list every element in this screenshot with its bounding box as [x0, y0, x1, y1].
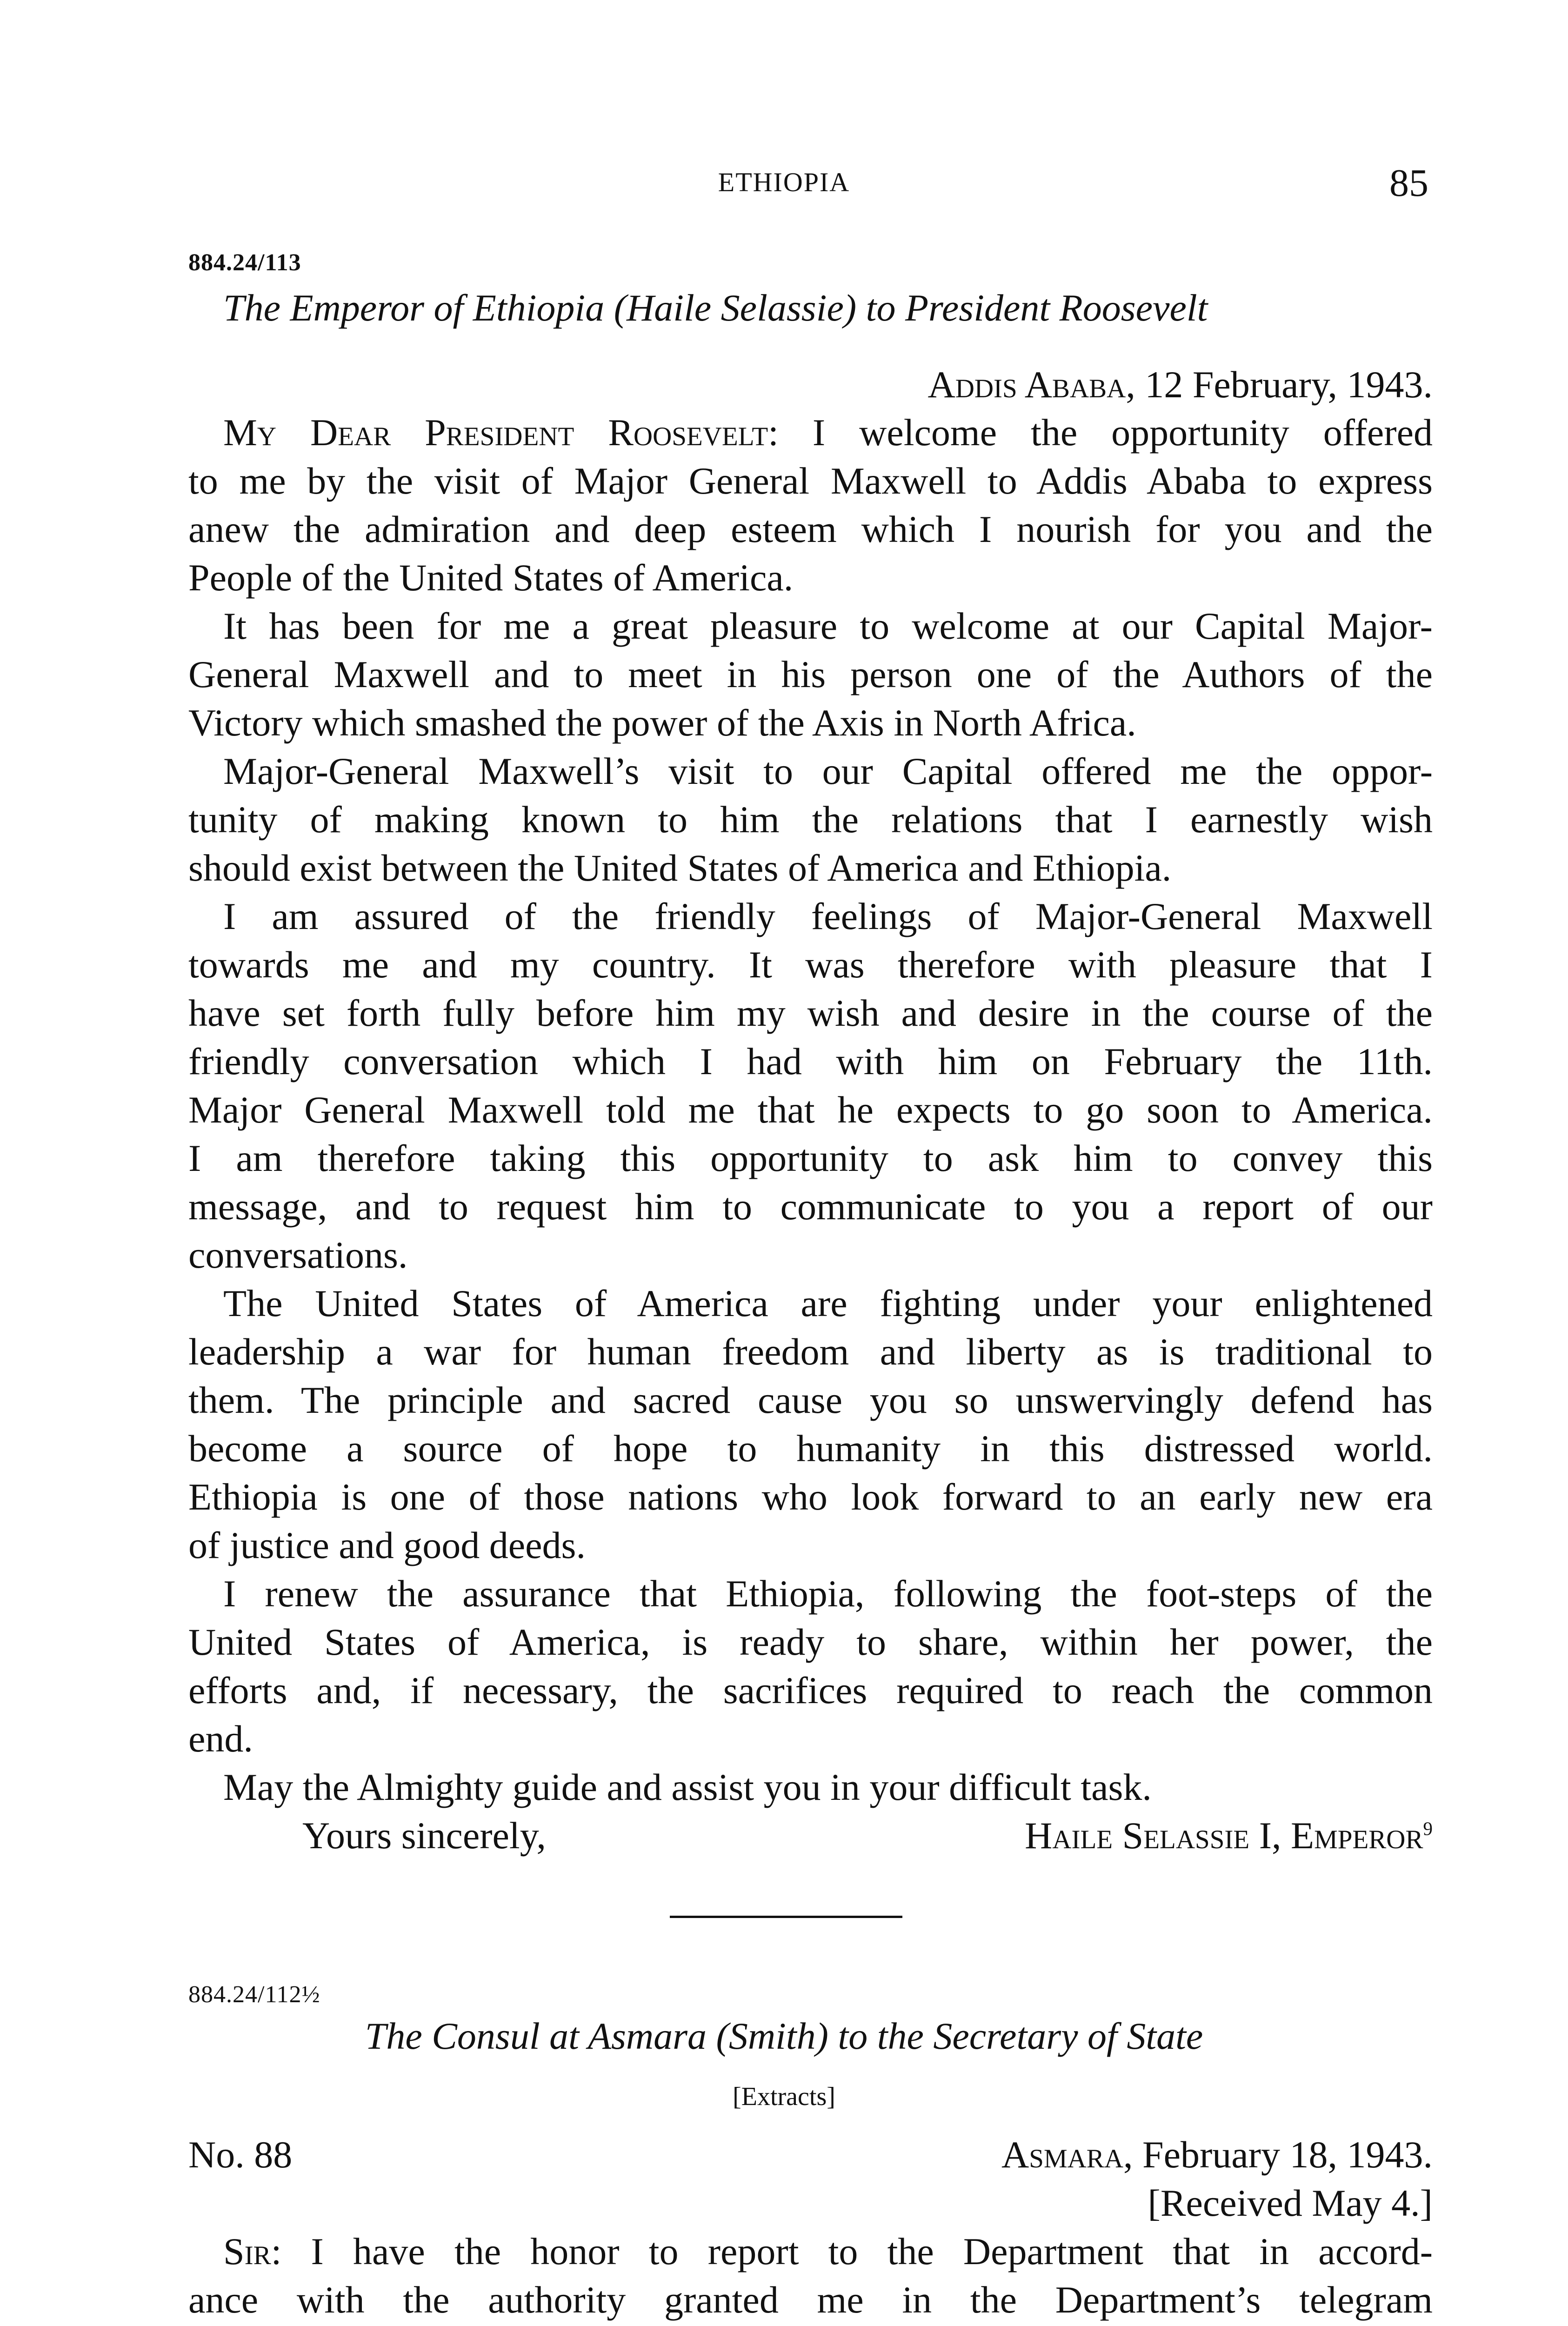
- paragraph-line: become a source of hope to humanity in this distressed world.: [188, 1427, 1433, 1470]
- paragraph-line: People of the United States of America.: [188, 556, 794, 599]
- paragraph-line: I am therefore taking this opportunity to ask him to convey this: [188, 1137, 1433, 1179]
- document-heading: The Consul at Asmara (Smith) to the Secretary of State: [365, 2015, 1203, 2057]
- subheading: [Extracts]: [733, 2082, 835, 2111]
- document-heading: The Emperor of Ethiopia (Haile Selassie) to President Roosevelt: [223, 287, 1208, 329]
- dateline: Asmara, February 18, 1943.: [1001, 2133, 1433, 2176]
- salutation: My Dear President Roosevelt: [223, 411, 768, 454]
- paragraph-line: towards me and my country. It was therefore with pleasure that I: [188, 943, 1433, 986]
- paragraph-line: General Maxwell and to meet in his person one of the Authors of the: [188, 653, 1433, 695]
- dateline: Addis Ababa, 12 February, 1943.: [927, 363, 1433, 406]
- salutation: Sir: [223, 2230, 271, 2273]
- paragraph-line: My Dear President Roosevelt: I welcome the opportunity offered: [223, 411, 1433, 454]
- paragraph-line: I am assured of the friendly feelings of Major-General Maxwell: [223, 895, 1433, 937]
- paragraph-line: to me by the visit of Major General Maxwell to Addis Ababa to express: [188, 460, 1433, 502]
- paragraph-line: May the Almighty guide and assist you in your difficult task.: [223, 1766, 1152, 1808]
- paragraph-line: efforts and, if necessary, the sacrifices required to reach the common: [188, 1669, 1433, 1711]
- paragraph-line: It has been for me a great pleasure to welcome at our Capital Major-: [223, 605, 1433, 647]
- paragraph-line: message, and to request him to communicate to you a report of our: [188, 1185, 1433, 1228]
- paragraph-line: have set forth fully before him my wish and desire in the course of the: [188, 992, 1433, 1034]
- document-number: No. 88: [188, 2133, 293, 2176]
- section-divider: [670, 1916, 902, 1918]
- paragraph-line: I renew the assurance that Ethiopia, following the foot-steps of the: [223, 1572, 1433, 1615]
- document-id: 884.24/112½: [188, 1981, 320, 2008]
- paragraph-line: friendly conversation which I had with him on February the 11th.: [188, 1040, 1433, 1083]
- page-number: 85: [1389, 161, 1428, 205]
- signature: Haile Selassie I, Emperor$^9$: [1025, 1814, 1433, 1857]
- paragraph-line: Sir: I have the honor to report to the Department that in accord-: [223, 2230, 1433, 2273]
- paragraph-line: anew the admiration and deep esteem which I nourish for you and the: [188, 508, 1433, 550]
- paragraph-line: end.: [188, 1718, 253, 1760]
- paragraph-line: Major-General Maxwell’s visit to our Capital offered me the oppor-: [223, 750, 1433, 792]
- received-date: [Received May 4.]: [1148, 2182, 1433, 2224]
- paragraph-line: of justice and good deeds.: [188, 1524, 586, 1566]
- paragraph-line: United States of America, is ready to share, within her power, the: [188, 1621, 1433, 1663]
- running-header: ETHIOPIA: [718, 167, 850, 197]
- closing: Yours sincerely,: [302, 1814, 546, 1857]
- paragraph-line: conversations.: [188, 1234, 408, 1276]
- paragraph-line: Victory which smashed the power of the Axis in North Africa.: [188, 702, 1136, 744]
- paragraph-line: Major General Maxwell told me that he expects to go soon to America.: [188, 1089, 1433, 1131]
- paragraph-line: ance with the authority granted me in the Department’s telegram: [188, 2279, 1433, 2321]
- paragraph-line: tunity of making known to him the relations that I earnestly wish: [188, 798, 1433, 841]
- paragraph-line: should exist between the United States of America and Ethiopia.: [188, 847, 1172, 889]
- paragraph-line: leadership a war for human freedom and liberty as is traditional to: [188, 1330, 1433, 1373]
- paragraph-line: them. The principle and sacred cause you so unswervingly defend has: [188, 1379, 1433, 1421]
- footnote-ref: 9: [1423, 1818, 1433, 1839]
- paragraph-line: Ethiopia is one of those nations who look forward to an early new era: [188, 1476, 1433, 1518]
- paragraph-line: The United States of America are fighting under your enlightened: [223, 1282, 1433, 1324]
- document-id: 884.24/113: [188, 249, 301, 276]
